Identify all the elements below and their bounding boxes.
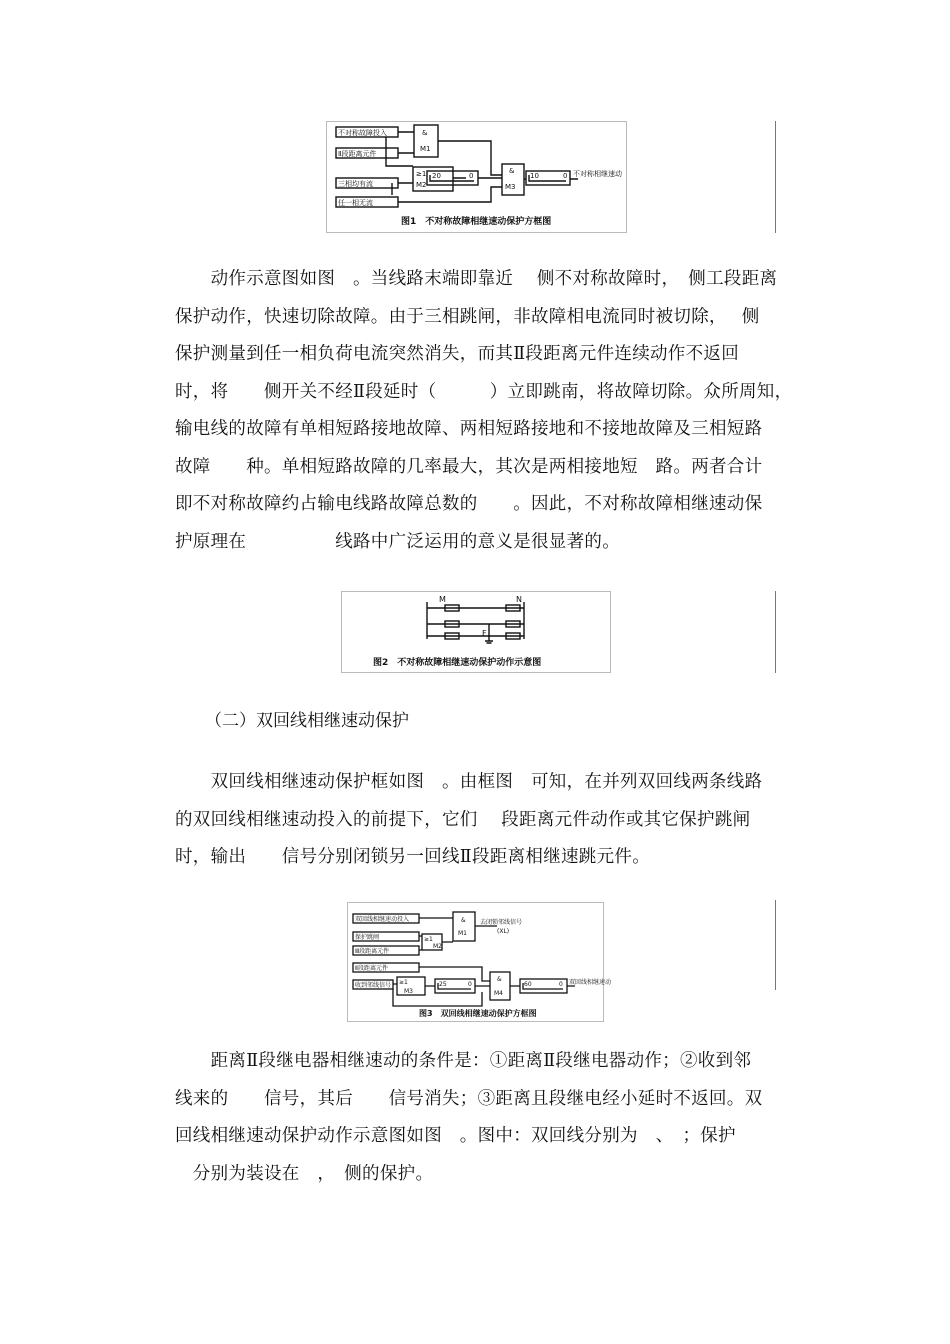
fig3-output-1-sub: (XL) <box>497 928 510 935</box>
paragraph-2 <box>175 764 780 877</box>
margin-line <box>775 900 776 990</box>
fig3-m2-label: M2 <box>433 943 442 950</box>
fig1-m1-symbol: & <box>422 129 428 137</box>
fig1-m2-symbol: ≥1 <box>416 170 427 178</box>
fig2-bus-n: N <box>516 595 522 604</box>
fig1-input-4: 任一相无流 <box>338 199 373 207</box>
fig1-output: 不对称相继速动 <box>573 170 622 178</box>
fig1-timer1-return: 0 <box>469 172 474 180</box>
paragraph-1-line: 故障 种。单相短路故障的几率最大，其次是两相接地短 路。两者合计 <box>175 456 763 477</box>
fig3-timer2-return: 0 <box>559 981 563 988</box>
fig1-timer2-return: 0 <box>563 172 568 180</box>
paragraph-3-line: 回线相继速动保护动作示意图如图 。图中：双回线分别为 、 ；保护 <box>175 1126 736 1146</box>
fig3-output-2: 双回线相继速动 <box>569 979 612 986</box>
paragraph-1-line: 即不对称故障约占输电线路故障总数的 。因此，不对称故障相继速动保 <box>175 494 763 514</box>
paragraph-1-line: 护原理在 线路中广泛运用的意义是很显著的。 <box>175 531 620 552</box>
fig3-m2-symbol: ≥1 <box>424 936 433 943</box>
fig3-m4-symbol: & <box>497 976 502 983</box>
fig3-m1-symbol: & <box>461 917 466 924</box>
paragraph-1-line: 输电线的故障有单相短路接地故障、两相短路接地和不接地故障及三相短路 <box>175 419 763 439</box>
fig3-m4-label: M4 <box>494 990 503 997</box>
fig1-timer2-delay: 10 <box>530 172 539 180</box>
margin-line <box>775 591 776 673</box>
paragraph-3-line: 距离Ⅱ段继电器相继速动的条件是：①距离Ⅱ段继电器动作；②收到邻 <box>175 1051 752 1071</box>
fig3-input-4: Ⅱ段距离元件 <box>355 965 388 972</box>
paragraph-1-line: 动作示意图如图 。当线路末端即靠近 侧不对称故障时， 侧工段距离 <box>175 269 778 289</box>
fig3-input-2: 保护跳闸 <box>355 934 380 941</box>
fig2-fault-f: F <box>482 629 487 638</box>
fig1-input-2: Ⅱ段距离元件 <box>338 150 377 158</box>
paragraph-1-line: 时，将 侧开关不经Ⅱ段延时（ ）立即跳南，将故障切除。众所周知， <box>175 381 793 402</box>
fig1-m3-symbol: & <box>509 167 515 175</box>
fig2-bus-m: M <box>439 595 446 604</box>
paragraph-3 <box>175 1043 780 1193</box>
margin-line <box>775 121 776 233</box>
paragraph-3-line: 线来的 信号，其后 信号消失；③距离且段继电经小延时不返回。双 <box>175 1088 763 1109</box>
fig3-timer1-return: 0 <box>468 981 472 988</box>
fig3-timer1-delay: 25 <box>439 981 447 988</box>
figure-2-line-diagram <box>341 591 611 673</box>
section-heading: （二）双回线相继速动保护 <box>205 711 409 731</box>
fig3-input-3: Ⅲ段距离元件 <box>355 948 390 955</box>
fig1-caption: 图1 不对称故障相继速动保护方框图 <box>401 217 552 227</box>
paragraph-2-line: 时，输出 信号分别闭锁另一回线Ⅱ段距离相继速跳元件。 <box>175 847 650 867</box>
fig1-m2-label: M2 <box>416 181 427 189</box>
fig3-timer2-delay: 60 <box>524 981 532 988</box>
fig3-caption: 图3 双回线相继速动保护方框图 <box>419 1009 537 1018</box>
paragraph-2-line: 的双回线相继速动投入的前提下，它们 段距离元件动作或其它保护跳闸 <box>175 809 751 830</box>
fig3-input-5: 收到邻线信号 <box>355 982 392 989</box>
figure-3-block-diagram <box>347 902 612 1022</box>
fig1-input-3: 三相均有流 <box>338 180 373 188</box>
fig2-caption: 图2 不对称故障相继速动保护动作示意图 <box>373 658 542 668</box>
fig1-input-1: 不对称故障投入 <box>338 129 387 137</box>
fig3-m3-label: M3 <box>404 988 413 995</box>
fig3-output-1: 去闭锁邻线信号 <box>480 919 523 926</box>
paragraph-3-line: 分别为装设在 ， 侧的保护。 <box>175 1163 434 1184</box>
paragraph-1-line: 保护动作，快速切除故障。由于三相跳闸，非故障相电流同时被切除， 侧 <box>175 306 760 327</box>
fig1-timer1-delay: 20 <box>432 172 441 180</box>
fig3-input-1: 双回线相继速动投入 <box>355 916 410 923</box>
fig1-m3-label: M3 <box>505 183 516 191</box>
figure-1-block-diagram <box>326 121 627 233</box>
fig3-m3-symbol: ≥1 <box>399 979 408 986</box>
fig1-m1-label: M1 <box>420 145 431 153</box>
paragraph-2-line: 双回线相继速动保护框如图 。由框图 可知，在并列双回线两条线路 <box>175 772 763 792</box>
paragraph-1-line: 保护测量到任一相负荷电流突然消失，而其Ⅱ段距离元件连续动作不返回 <box>175 344 739 364</box>
fig3-m1-label: M1 <box>458 930 467 937</box>
paragraph-1 <box>175 261 793 561</box>
